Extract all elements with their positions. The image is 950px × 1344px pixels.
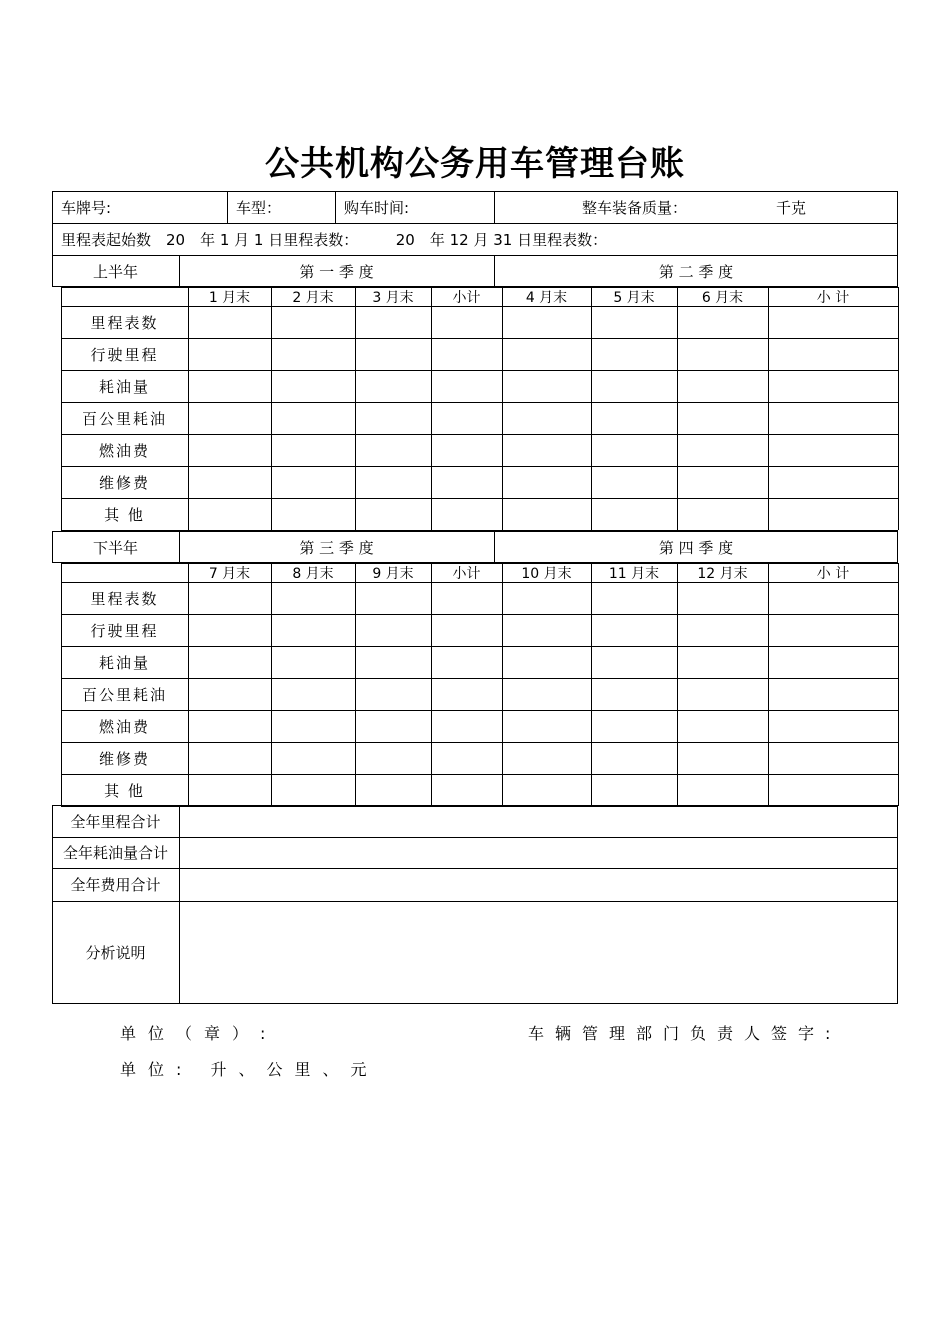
first-half-data-cell[interactable] [503,435,591,466]
second-half-column-header: 11 月末 [608,565,660,582]
units-note: 单位: 升、公里、元 [120,1060,379,1079]
first-half-data-cell[interactable] [503,339,591,370]
second-half-data-cell[interactable] [432,679,502,710]
second-half-data-cell[interactable] [503,615,591,646]
annual-fuel-label: 全年耗油量合计 [62,844,168,862]
second-half-data-cell[interactable] [592,583,677,614]
second-half-data-cell[interactable] [189,615,271,646]
first-half-data-cell[interactable] [356,307,431,338]
quarter-4-heading: 第 四 季 度 [658,538,734,557]
vehicle-model-field[interactable] [227,191,335,223]
first-half-data-cell[interactable] [272,371,355,402]
first-half-data-cell[interactable] [503,499,591,530]
second-half-data-cell[interactable] [503,711,591,742]
second-half-data-cell[interactable] [678,647,768,678]
second-half-column-header: 12 月末 [697,565,748,582]
second-half-data-cell[interactable] [592,679,677,710]
purchase-date-label: 购车时间: [344,198,410,217]
second-half-data-cell[interactable] [503,679,591,710]
second-half-column-header: 10 月末 [521,565,572,582]
first-half-data-cell[interactable] [432,499,502,530]
second-half-data-cell[interactable] [189,647,271,678]
annual-mileage-label: 全年里程合计 [70,812,161,831]
first-half-data-cell[interactable] [272,499,355,530]
quarter-1-heading: 第 一 季 度 [299,262,374,281]
second-half-data-cell[interactable] [356,775,431,806]
analysis-input[interactable] [180,902,897,1003]
first-half-data-cell[interactable] [189,307,271,338]
second-half-data-cell[interactable] [503,775,591,806]
first-half-row-label: 行驶里程 [90,345,159,364]
annual-fuel-input[interactable] [180,838,897,868]
quarter-2-heading: 第 二 季 度 [658,262,734,281]
second-half-data-cell[interactable] [678,615,768,646]
curb-weight-unit: 千克 [776,198,807,217]
second-half-data-cell[interactable] [769,647,898,678]
first-half-data-cell[interactable] [678,307,768,338]
first-half-data-cell[interactable] [356,435,431,466]
second-half-data-cell[interactable] [189,743,271,774]
second-half-data-cell[interactable] [769,775,898,806]
first-half-label: 上半年 [92,262,138,281]
second-half-data-cell[interactable] [272,583,355,614]
first-half-data-cell[interactable] [769,499,898,530]
second-half-data-cell[interactable] [272,711,355,742]
second-half-data-cell[interactable] [432,711,502,742]
second-half-data-cell[interactable] [356,743,431,774]
second-half-label: 下半年 [92,538,138,557]
first-half-column-header: 小计 [452,289,481,306]
first-half-grid-line [898,287,899,530]
second-half-data-cell[interactable] [272,679,355,710]
second-half-data-cell[interactable] [678,743,768,774]
first-half-row-label: 里程表数 [90,313,159,332]
vehicle-model-label: 车型： [236,198,282,217]
second-half-data-cell[interactable] [678,583,768,614]
first-half-data-cell[interactable] [189,403,271,434]
second-half-row-label: 其 他 [104,781,145,800]
first-half-data-cell[interactable] [189,371,271,402]
first-half-row-label: 其 他 [104,505,145,524]
second-half-data-cell[interactable] [356,583,431,614]
first-half-row-label: 百公里耗油 [81,409,167,428]
second-half-data-cell[interactable] [678,775,768,806]
annual-mileage-input[interactable] [180,806,897,837]
second-half-data-cell[interactable] [432,743,502,774]
first-half-data-cell[interactable] [678,435,768,466]
first-half-data-cell[interactable] [592,403,677,434]
first-half-data-cell[interactable] [503,307,591,338]
first-half-data-cell[interactable] [503,467,591,498]
second-half-data-cell[interactable] [592,711,677,742]
purchase-date-field[interactable] [335,191,494,223]
first-half-data-cell[interactable] [272,435,355,466]
first-half-data-cell[interactable] [356,339,431,370]
first-half-row-label: 耗油量 [98,377,150,396]
second-half-data-cell[interactable] [503,583,591,614]
second-half-data-cell[interactable] [189,775,271,806]
second-half-data-cell[interactable] [272,615,355,646]
first-half-data-cell[interactable] [678,339,768,370]
second-half-row-label: 维修费 [98,749,150,768]
first-half-data-cell[interactable] [592,371,677,402]
curb-weight-field[interactable] [494,191,898,223]
first-half-data-cell[interactable] [189,339,271,370]
first-half-data-cell[interactable] [769,339,898,370]
first-half-data-cell[interactable] [356,371,431,402]
first-half-data-cell[interactable] [272,403,355,434]
second-half-grid-line [898,563,899,806]
second-half-data-cell[interactable] [432,583,502,614]
second-half-data-cell[interactable] [356,679,431,710]
first-half-data-cell[interactable] [189,467,271,498]
first-half-data-cell[interactable] [432,307,502,338]
page-title: 公共机构公务用车管理台账 [265,144,685,184]
first-half-data-cell[interactable] [592,499,677,530]
second-half-data-cell[interactable] [272,743,355,774]
second-half-data-cell[interactable] [356,711,431,742]
first-half-data-cell[interactable] [769,371,898,402]
second-half-data-cell[interactable] [432,647,502,678]
first-half-data-cell[interactable] [678,403,768,434]
second-half-data-cell[interactable] [769,743,898,774]
first-half-data-cell[interactable] [189,499,271,530]
first-half-data-cell[interactable] [432,467,502,498]
first-half-data-cell[interactable] [432,371,502,402]
first-half-data-cell[interactable] [432,435,502,466]
first-half-row-label: 燃油费 [98,441,150,460]
second-half-column-header: 9 月末 [372,565,414,582]
first-half-data-cell[interactable] [503,403,591,434]
second-half-row-label: 行驶里程 [90,621,159,640]
first-half-data-cell[interactable] [356,499,431,530]
first-half-column-header: 3 月末 [372,289,414,306]
second-half-column-header: 小 计 [816,565,850,582]
second-half-data-cell[interactable] [592,743,677,774]
second-half-data-cell[interactable] [592,647,677,678]
first-half-column-header: 1 月末 [208,289,251,306]
second-half-data-cell[interactable] [592,615,677,646]
first-half-column-header: 2 月末 [292,289,334,306]
first-half-column-header: 4 月末 [525,289,568,306]
second-half-data-cell[interactable] [432,615,502,646]
second-half-column-header: 8 月末 [292,565,334,582]
first-half-data-cell[interactable] [592,435,677,466]
first-half-data-cell[interactable] [432,339,502,370]
second-half-data-cell[interactable] [503,647,591,678]
first-half-data-cell[interactable] [592,339,677,370]
odometer-field[interactable] [52,223,898,255]
first-half-data-cell[interactable] [769,435,898,466]
first-half-data-cell[interactable] [678,467,768,498]
quarter-3-heading: 第 三 季 度 [299,538,374,557]
second-half-data-cell[interactable] [432,775,502,806]
signature-line: 车辆管理部门负责人签字: [528,1024,842,1043]
second-half-column-header: 小计 [452,565,481,582]
plate-number-field[interactable] [52,191,227,223]
analysis-label: 分析说明 [85,944,146,962]
second-half-row-label: 燃油费 [98,717,150,736]
first-half-data-cell[interactable] [503,371,591,402]
second-half-data-cell[interactable] [189,583,271,614]
second-half-data-cell[interactable] [592,775,677,806]
annual-cost-label: 全年费用合计 [70,876,161,894]
odometer-label: 里程表起始数 20 年 1 月 1 日里程表数： 20 年 12 月 31 日里程表数： [61,230,608,249]
first-half-data-cell[interactable] [272,467,355,498]
second-half-data-cell[interactable] [503,743,591,774]
second-half-row-label: 百公里耗油 [81,685,167,704]
second-half-data-cell[interactable] [356,647,431,678]
first-half-data-cell[interactable] [592,467,677,498]
annual-cost-input[interactable] [180,869,897,901]
first-half-data-cell[interactable] [769,307,898,338]
second-half-row-label: 里程表数 [90,589,159,608]
second-half-data-cell[interactable] [678,679,768,710]
first-half-data-cell[interactable] [432,403,502,434]
first-half-data-cell[interactable] [592,307,677,338]
second-half-data-cell[interactable] [189,679,271,710]
second-half-data-cell[interactable] [272,775,355,806]
first-half-column-header: 5 月末 [613,289,655,306]
second-half-data-cell[interactable] [678,711,768,742]
second-half-data-cell[interactable] [769,711,898,742]
plate-number-label: 车牌号: [61,198,112,217]
first-half-data-cell[interactable] [272,307,355,338]
first-half-data-cell[interactable] [678,371,768,402]
first-half-data-cell[interactable] [356,467,431,498]
second-half-data-cell[interactable] [769,615,898,646]
first-half-column-header: 6 月末 [701,289,744,306]
second-half-data-cell[interactable] [189,711,271,742]
unit-seal-line: 单位（章）: [120,1024,278,1043]
second-half-data-cell[interactable] [769,679,898,710]
first-half-data-cell[interactable] [272,339,355,370]
first-half-column-header: 小 计 [816,289,850,306]
second-half-data-cell[interactable] [272,647,355,678]
second-half-row-label: 耗油量 [98,653,150,672]
first-half-data-cell[interactable] [769,403,898,434]
first-half-data-cell[interactable] [678,499,768,530]
curb-weight-label: 整车装备质量： [582,198,688,217]
first-half-data-cell[interactable] [356,403,431,434]
first-half-row-label: 维修费 [98,473,150,492]
second-half-data-cell[interactable] [356,615,431,646]
first-half-data-cell[interactable] [769,467,898,498]
second-half-data-cell[interactable] [769,583,898,614]
first-half-data-cell[interactable] [189,435,271,466]
second-half-column-header: 7 月末 [208,565,251,582]
